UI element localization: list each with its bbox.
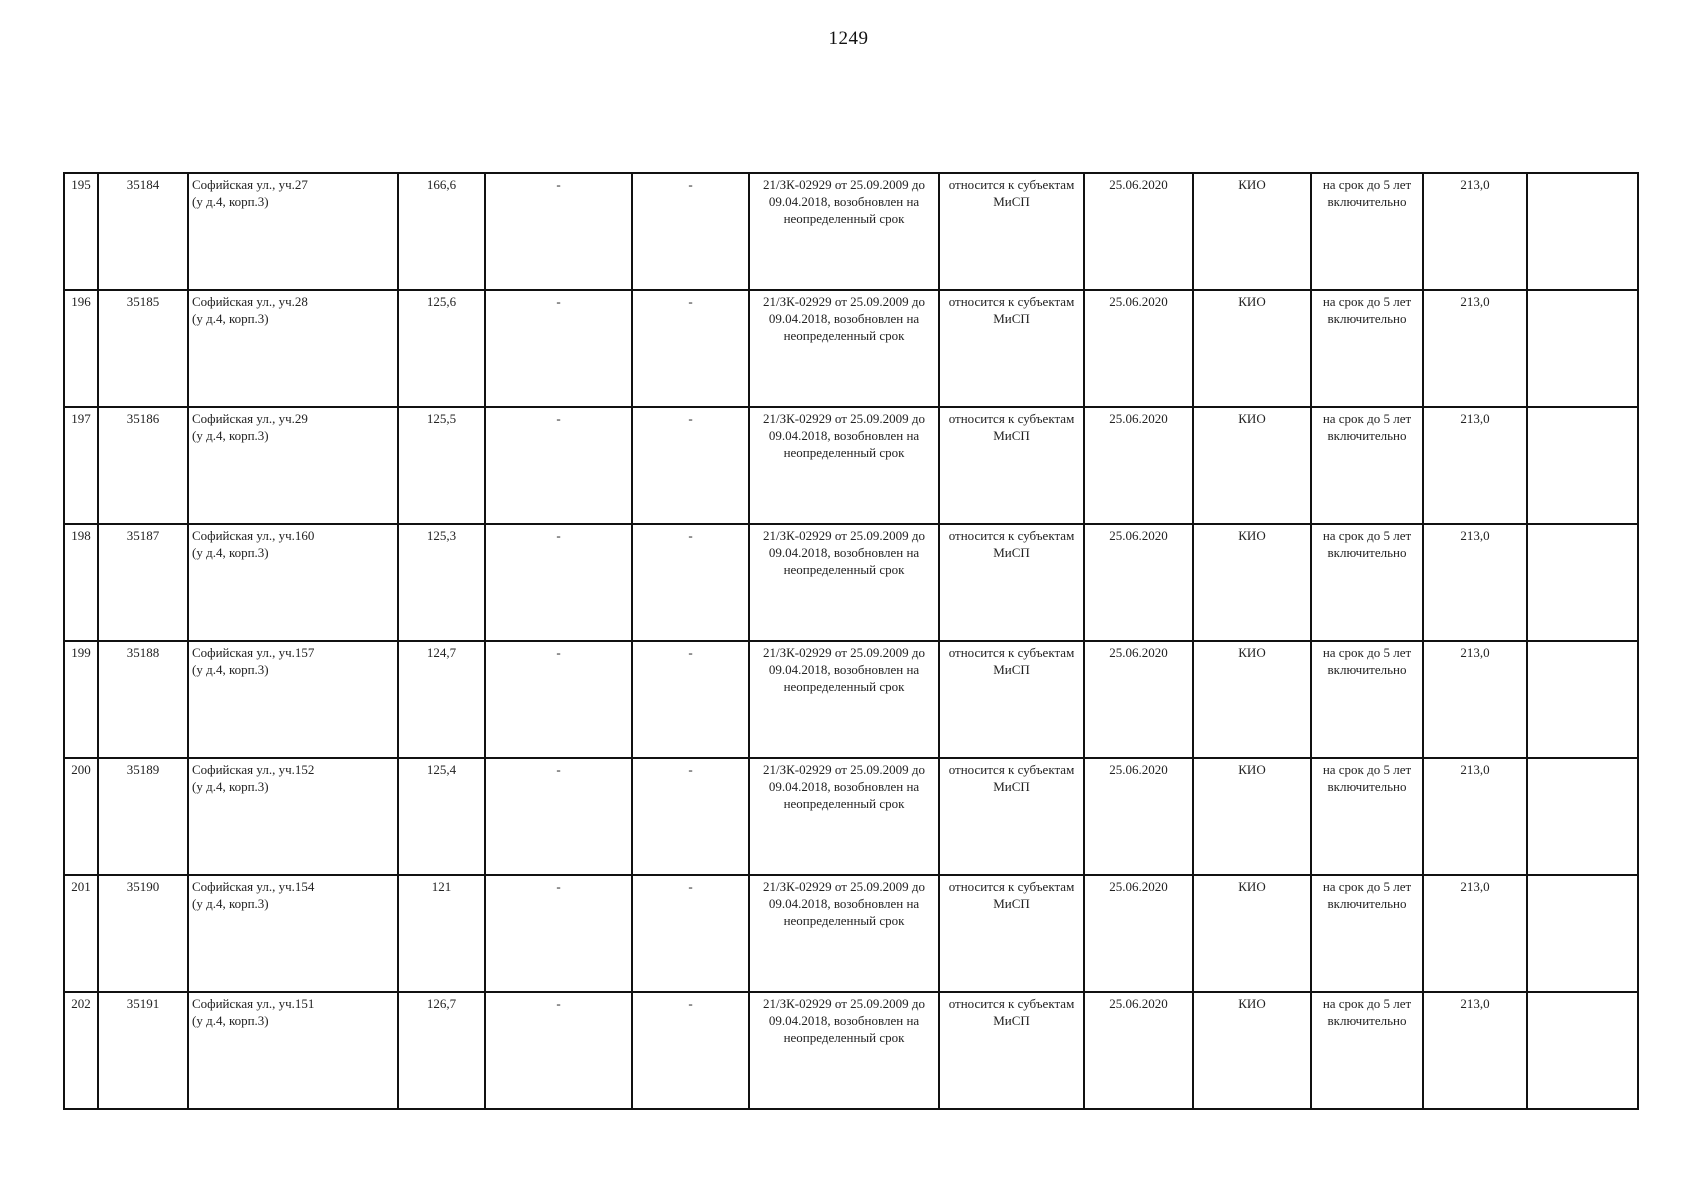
record-id-cell: 35191 — [98, 992, 188, 1109]
term-cell: на срок до 5 лет включительно — [1311, 524, 1423, 641]
record-id-cell: 35186 — [98, 407, 188, 524]
date-cell: 25.06.2020 — [1084, 992, 1193, 1109]
organization-cell: КИО — [1193, 407, 1311, 524]
category-cell: относится к субъектам МиСП — [939, 875, 1084, 992]
contract-cell: 21/ЗК-02929 от 25.09.2009 до 09.04.2018, возобновлен на неопределенный срок — [749, 524, 939, 641]
extra-cell — [1527, 992, 1638, 1109]
address-cell — [188, 641, 398, 758]
category-cell: относится к субъектам МиСП — [939, 992, 1084, 1109]
area-cell: 125,4 — [398, 758, 485, 875]
organization-cell: КИО — [1193, 758, 1311, 875]
contract-cell: 21/ЗК-02929 от 25.09.2009 до 09.04.2018, возобновлен на неопределенный срок — [749, 290, 939, 407]
category-cell: относится к субъектам МиСП — [939, 524, 1084, 641]
table-row — [64, 407, 1638, 524]
row-number-cell: 201 — [64, 875, 98, 992]
address-cell — [188, 875, 398, 992]
contract-cell: 21/ЗК-02929 от 25.09.2009 до 09.04.2018, возобновлен на неопределенный срок — [749, 173, 939, 290]
column-6-cell: - — [632, 290, 749, 407]
value-cell: 213,0 — [1423, 641, 1527, 758]
contract-cell: 21/ЗК-02929 от 25.09.2009 до 09.04.2018, возобновлен на неопределенный срок — [749, 641, 939, 758]
column-6-cell: - — [632, 173, 749, 290]
value-cell: 213,0 — [1423, 173, 1527, 290]
table-row — [64, 992, 1638, 1109]
term-cell: на срок до 5 лет включительно — [1311, 875, 1423, 992]
value-cell: 213,0 — [1423, 875, 1527, 992]
address-note-text: (у д.4, корп.3) — [192, 1013, 269, 1028]
contract-cell: 21/ЗК-02929 от 25.09.2009 до 09.04.2018, возобновлен на неопределенный срок — [749, 758, 939, 875]
column-6-cell: - — [632, 992, 749, 1109]
column-6-cell: - — [632, 407, 749, 524]
registry-table — [63, 172, 1639, 1110]
area-cell: 124,7 — [398, 641, 485, 758]
address-cell — [188, 758, 398, 875]
record-id-cell: 35188 — [98, 641, 188, 758]
address-text: Софийская ул., уч.27 — [192, 177, 308, 192]
contract-cell: 21/ЗК-02929 от 25.09.2009 до 09.04.2018, возобновлен на неопределенный срок — [749, 992, 939, 1109]
table-row — [64, 758, 1638, 875]
date-cell: 25.06.2020 — [1084, 641, 1193, 758]
contract-cell: 21/ЗК-02929 от 25.09.2009 до 09.04.2018, возобновлен на неопределенный срок — [749, 407, 939, 524]
column-5-cell: - — [485, 407, 632, 524]
column-6-cell: - — [632, 875, 749, 992]
extra-cell — [1527, 290, 1638, 407]
area-cell: 121 — [398, 875, 485, 992]
area-cell: 166,6 — [398, 173, 485, 290]
address-cell — [188, 992, 398, 1109]
organization-cell: КИО — [1193, 524, 1311, 641]
extra-cell — [1527, 758, 1638, 875]
category-cell: относится к субъектам МиСП — [939, 290, 1084, 407]
organization-cell: КИО — [1193, 992, 1311, 1109]
address-note-text: (у д.4, корп.3) — [192, 545, 269, 560]
category-cell: относится к субъектам МиСП — [939, 641, 1084, 758]
address-text: Софийская ул., уч.28 — [192, 294, 308, 309]
row-number-cell: 199 — [64, 641, 98, 758]
date-cell: 25.06.2020 — [1084, 875, 1193, 992]
organization-cell: КИО — [1193, 173, 1311, 290]
row-number-cell: 196 — [64, 290, 98, 407]
category-cell: относится к субъектам МиСП — [939, 758, 1084, 875]
record-id-cell: 35187 — [98, 524, 188, 641]
row-number-cell: 197 — [64, 407, 98, 524]
address-cell — [188, 290, 398, 407]
extra-cell — [1527, 173, 1638, 290]
column-5-cell: - — [485, 524, 632, 641]
value-cell: 213,0 — [1423, 758, 1527, 875]
page-number: 1249 — [828, 28, 869, 49]
address-note-text: (у д.4, корп.3) — [192, 311, 269, 326]
address-cell — [188, 173, 398, 290]
organization-cell: КИО — [1193, 290, 1311, 407]
address-text: Софийская ул., уч.151 — [192, 996, 315, 1011]
area-cell: 125,3 — [398, 524, 485, 641]
column-6-cell: - — [632, 524, 749, 641]
term-cell: на срок до 5 лет включительно — [1311, 290, 1423, 407]
organization-cell: КИО — [1193, 641, 1311, 758]
address-cell — [188, 524, 398, 641]
record-id-cell: 35190 — [98, 875, 188, 992]
extra-cell — [1527, 407, 1638, 524]
column-5-cell: - — [485, 992, 632, 1109]
extra-cell — [1527, 641, 1638, 758]
value-cell: 213,0 — [1423, 290, 1527, 407]
table-row — [64, 875, 1638, 992]
term-cell: на срок до 5 лет включительно — [1311, 641, 1423, 758]
address-note-text: (у д.4, корп.3) — [192, 428, 269, 443]
address-text: Софийская ул., уч.29 — [192, 411, 308, 426]
organization-cell: КИО — [1193, 875, 1311, 992]
category-cell: относится к субъектам МиСП — [939, 173, 1084, 290]
record-id-cell: 35184 — [98, 173, 188, 290]
date-cell: 25.06.2020 — [1084, 290, 1193, 407]
column-5-cell: - — [485, 875, 632, 992]
term-cell: на срок до 5 лет включительно — [1311, 407, 1423, 524]
row-number-cell: 200 — [64, 758, 98, 875]
row-number-cell: 202 — [64, 992, 98, 1109]
area-cell: 125,5 — [398, 407, 485, 524]
column-5-cell: - — [485, 758, 632, 875]
term-cell: на срок до 5 лет включительно — [1311, 992, 1423, 1109]
address-text: Софийская ул., уч.154 — [192, 879, 315, 894]
column-5-cell: - — [485, 641, 632, 758]
address-note-text: (у д.4, корп.3) — [192, 662, 269, 677]
column-5-cell: - — [485, 290, 632, 407]
extra-cell — [1527, 875, 1638, 992]
address-note-text: (у д.4, корп.3) — [192, 779, 269, 794]
area-cell: 126,7 — [398, 992, 485, 1109]
address-text: Софийская ул., уч.160 — [192, 528, 315, 543]
area-cell: 125,6 — [398, 290, 485, 407]
row-number-cell: 198 — [64, 524, 98, 641]
record-id-cell: 35189 — [98, 758, 188, 875]
value-cell: 213,0 — [1423, 524, 1527, 641]
row-number-cell: 195 — [64, 173, 98, 290]
address-text: Софийская ул., уч.152 — [192, 762, 315, 777]
column-5-cell: - — [485, 173, 632, 290]
table-row — [64, 290, 1638, 407]
extra-cell — [1527, 524, 1638, 641]
table-row — [64, 173, 1638, 290]
registry-body — [64, 173, 1638, 1109]
date-cell: 25.06.2020 — [1084, 524, 1193, 641]
table-row — [64, 641, 1638, 758]
address-note-text: (у д.4, корп.3) — [192, 896, 269, 911]
value-cell: 213,0 — [1423, 407, 1527, 524]
date-cell: 25.06.2020 — [1084, 758, 1193, 875]
column-6-cell: - — [632, 758, 749, 875]
category-cell: относится к субъектам МиСП — [939, 407, 1084, 524]
address-note-text: (у д.4, корп.3) — [192, 194, 269, 209]
table-row — [64, 524, 1638, 641]
date-cell: 25.06.2020 — [1084, 173, 1193, 290]
address-cell — [188, 407, 398, 524]
record-id-cell: 35185 — [98, 290, 188, 407]
address-text: Софийская ул., уч.157 — [192, 645, 315, 660]
term-cell: на срок до 5 лет включительно — [1311, 758, 1423, 875]
contract-cell: 21/ЗК-02929 от 25.09.2009 до 09.04.2018, возобновлен на неопределенный срок — [749, 875, 939, 992]
value-cell: 213,0 — [1423, 992, 1527, 1109]
term-cell: на срок до 5 лет включительно — [1311, 173, 1423, 290]
date-cell: 25.06.2020 — [1084, 407, 1193, 524]
column-6-cell: - — [632, 641, 749, 758]
